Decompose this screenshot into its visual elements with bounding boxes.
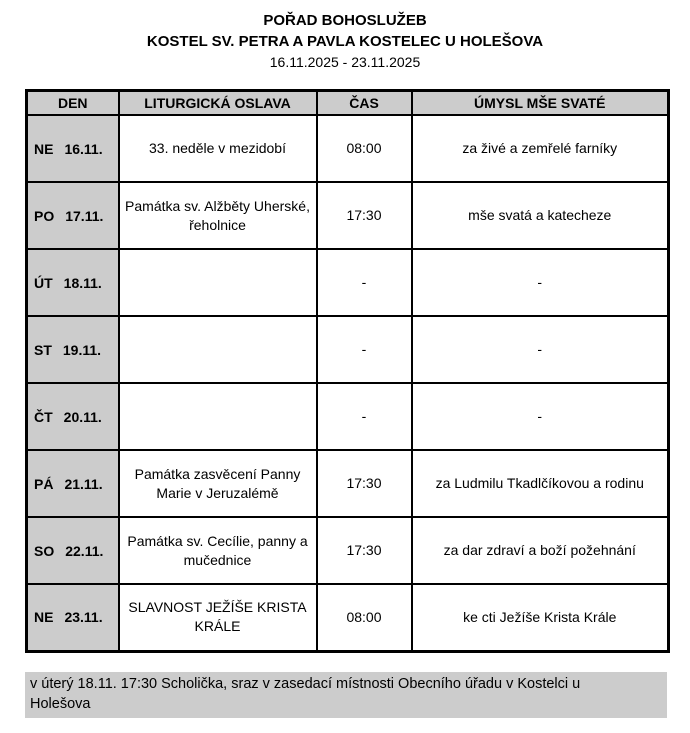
day-date: 17.11. [65, 207, 104, 224]
time-cell: - [317, 249, 412, 316]
table-row-ct-20 [27, 383, 669, 450]
intention-cell: - [412, 383, 669, 450]
column-header-cas: ČAS [317, 91, 412, 116]
day-abbrev: PÁ [34, 475, 54, 492]
day-abbrev: ÚT [34, 274, 53, 291]
intention-cell: za Ludmilu Tkadlčíkovou a rodinu [412, 450, 669, 517]
intention-cell: za živé a zemřelé farníky [412, 115, 669, 182]
day-cell [27, 450, 119, 517]
day-abbrev: ČT [34, 408, 53, 425]
table-row-so-22 [27, 517, 669, 584]
intention-cell: - [412, 249, 669, 316]
page-subtitle: KOSTEL SV. PETRA A PAVLA KOSTELEC U HOLEŠOVA [146, 33, 544, 50]
day-label [28, 476, 118, 492]
celebration-cell [119, 383, 317, 450]
table-row-ut-18 [27, 249, 669, 316]
intention-cell: - [412, 316, 669, 383]
day-label [28, 275, 118, 291]
day-abbrev: NE [34, 140, 54, 157]
day-label [28, 609, 118, 625]
page-title: POŘAD BOHOSLUŽEB [263, 12, 427, 29]
table-row-st-19 [27, 316, 669, 383]
day-cell [27, 584, 119, 651]
celebration-cell: Památka zasvěcení Panny Marie v Jeruzalémě [119, 450, 317, 517]
celebration-cell: Památka sv. Alžběty Uherské, řeholnice [119, 182, 317, 249]
intention-cell: mše svatá a katecheze [412, 182, 669, 249]
day-date: 21.11. [64, 475, 103, 492]
table-row-ne-23 [27, 584, 669, 651]
celebration-cell: 33. neděle v mezidobí [119, 115, 317, 182]
document-header [0, 0, 690, 72]
time-cell: 17:30 [317, 182, 412, 249]
date-range: 16.11.2025 - 23.11.2025 [269, 54, 421, 70]
intention-cell: ke cti Ježíše Krista Krále [412, 584, 669, 651]
day-cell [27, 517, 119, 584]
table-header-row [27, 91, 669, 116]
time-cell: - [317, 383, 412, 450]
day-label [28, 409, 118, 425]
day-cell [27, 249, 119, 316]
day-date: 20.11. [63, 408, 102, 425]
column-header-liturgicka-oslava: LITURGICKÁ OSLAVA [119, 91, 317, 116]
celebration-cell [119, 249, 317, 316]
time-cell: 08:00 [317, 584, 412, 651]
time-cell: 08:00 [317, 115, 412, 182]
day-abbrev: PO [34, 207, 55, 224]
day-date: 18.11. [63, 274, 102, 291]
day-label [28, 543, 118, 559]
column-header-umysl: ÚMYSL MŠE SVATÉ [412, 91, 669, 116]
day-cell [27, 383, 119, 450]
table-row-ne-16 [27, 115, 669, 182]
day-label [28, 342, 118, 358]
day-abbrev: ST [34, 341, 52, 358]
time-cell: 17:30 [317, 450, 412, 517]
time-cell: - [317, 316, 412, 383]
table-row-pa-21 [27, 450, 669, 517]
schedule-table [25, 89, 670, 653]
day-cell [27, 316, 119, 383]
column-header-den: DEN [27, 91, 119, 116]
time-cell: 17:30 [317, 517, 412, 584]
day-cell [27, 182, 119, 249]
day-cell [27, 115, 119, 182]
intention-cell: za dar zdraví a boží požehnání [412, 517, 669, 584]
day-label [28, 141, 118, 157]
day-date: 16.11. [64, 140, 103, 157]
celebration-cell: SLAVNOST JEŽÍŠE KRISTA KRÁLE [119, 584, 317, 651]
day-label [28, 208, 118, 224]
day-date: 23.11. [64, 609, 103, 626]
day-date: 19.11. [62, 341, 102, 358]
celebration-cell [119, 316, 317, 383]
footer-note: v úterý 18.11. 17:30 Scholička, sraz v zasedací místnosti Obecního úřadu v Kostelci u Holešova [25, 672, 667, 718]
day-date: 22.11. [65, 542, 104, 559]
day-abbrev: NE [34, 609, 54, 626]
table-row-po-17 [27, 182, 669, 249]
celebration-cell: Památka sv. Cecílie, panny a mučednice [119, 517, 317, 584]
day-abbrev: SO [34, 542, 55, 559]
